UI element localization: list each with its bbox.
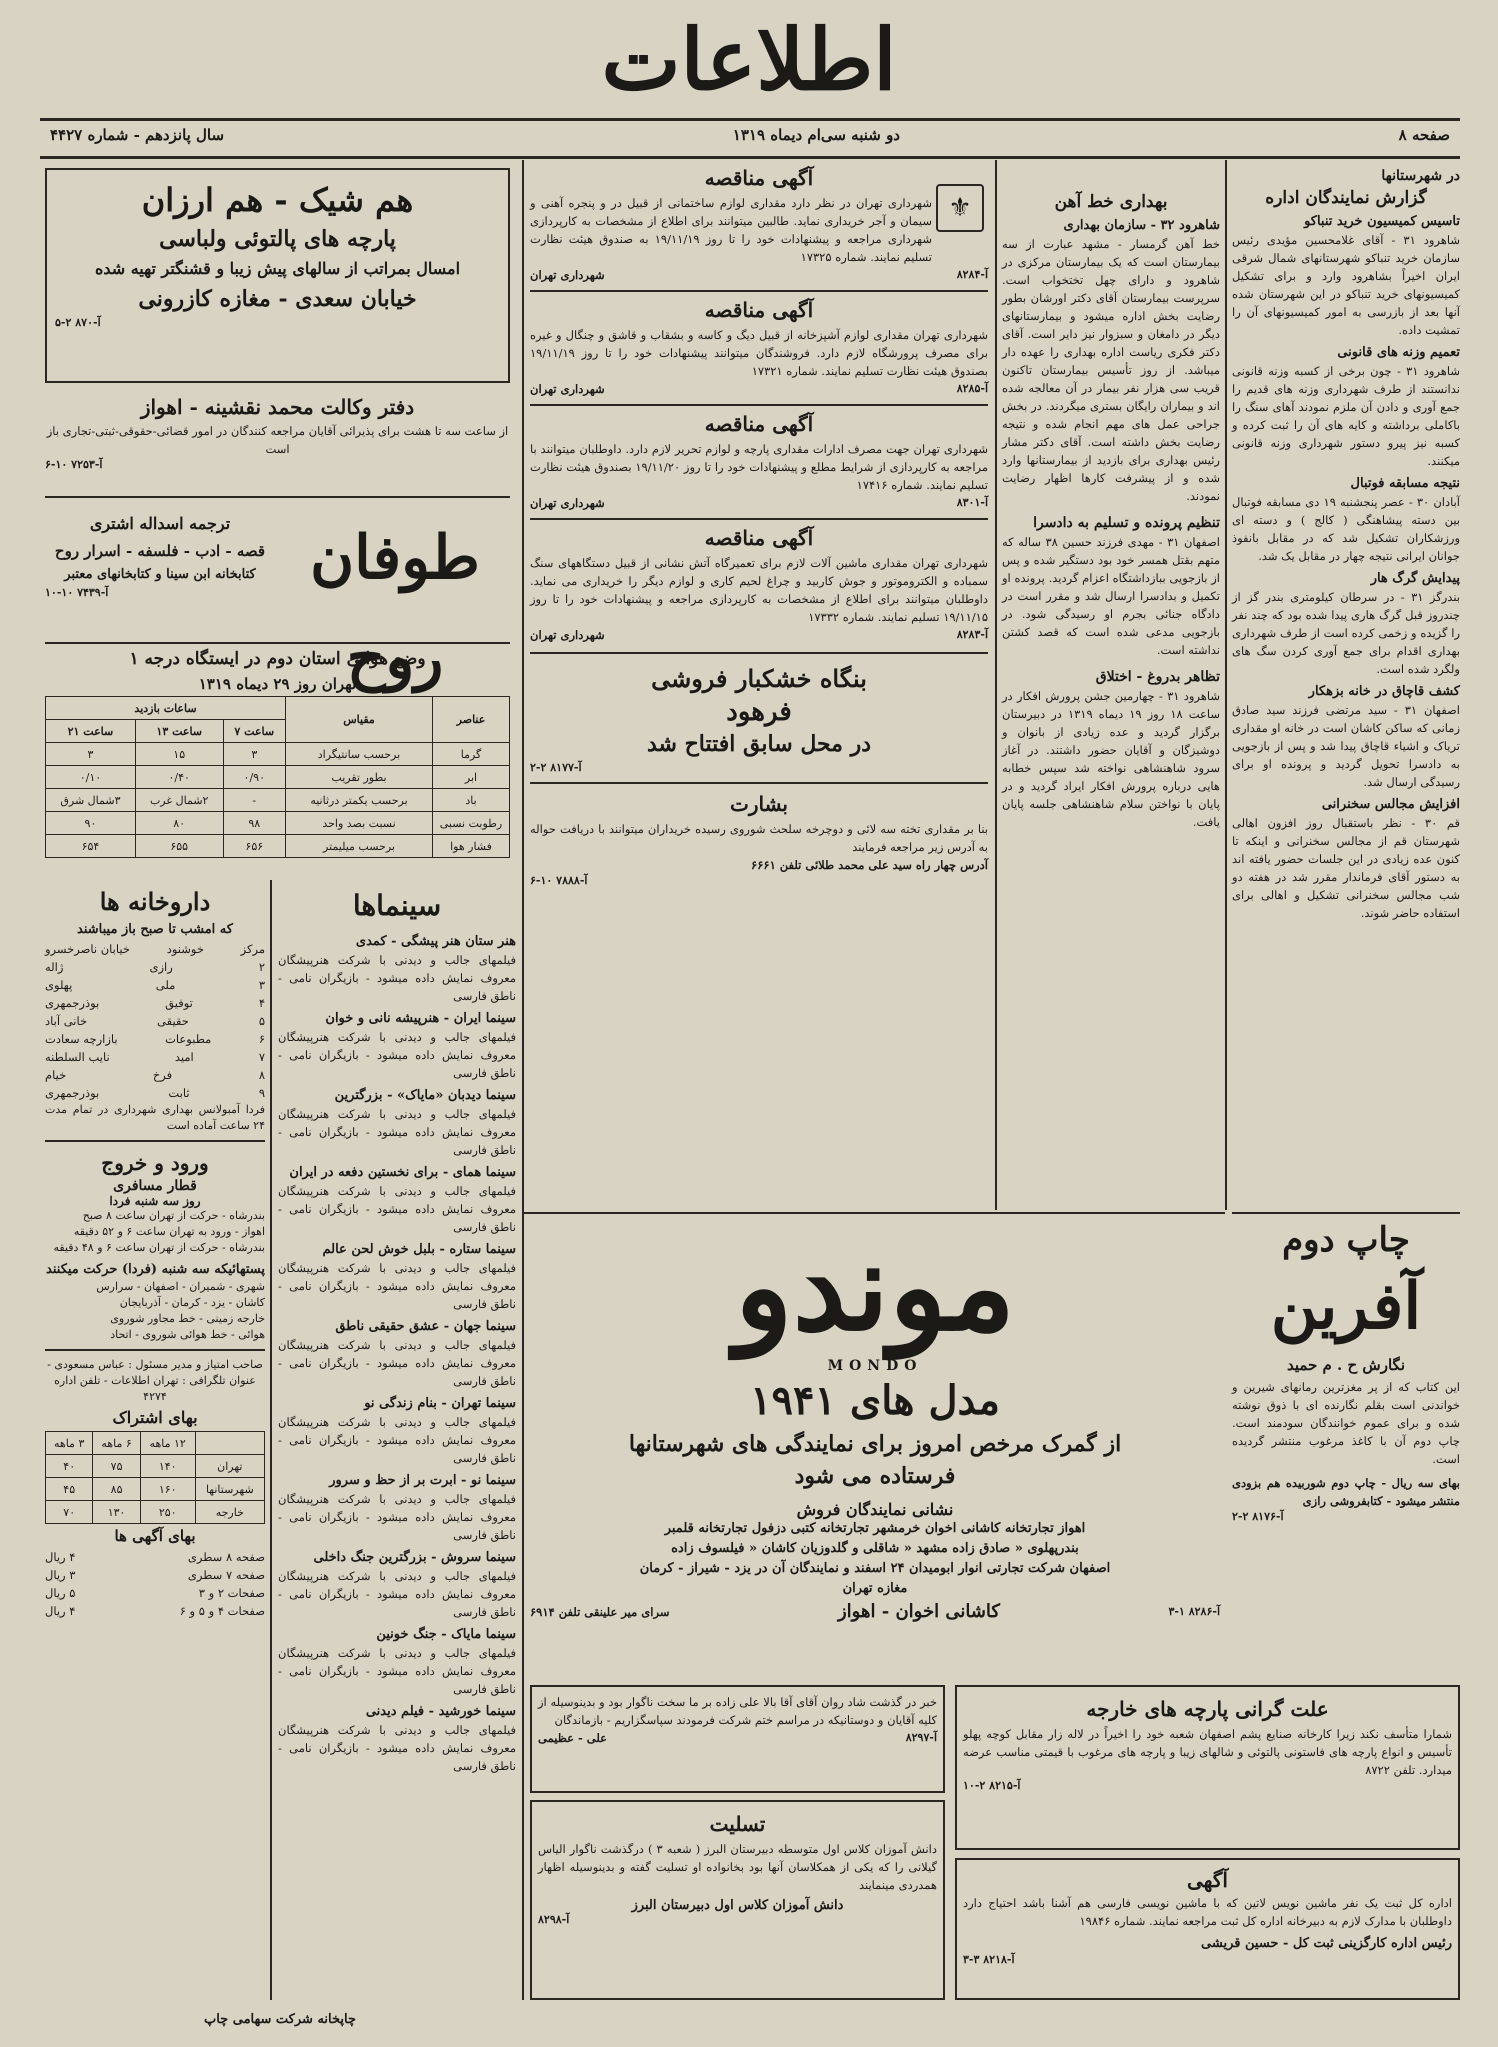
cinema-item: سینما نو - ابرت بر از حظ و سرور xyxy=(329,1473,516,1488)
divider xyxy=(45,1349,265,1351)
cinema-item: سینما ایران - هنرپیشه نانی و خوان xyxy=(325,1011,516,1026)
table-row xyxy=(46,766,510,789)
table-row xyxy=(46,812,510,835)
divider xyxy=(45,1140,265,1142)
list-item xyxy=(45,940,265,958)
tender-sign: شهرداری تهران xyxy=(530,628,605,642)
ad-addr-title: نشانی نمایندگان فروش xyxy=(796,1500,954,1519)
cinema-item: سینما دیدبان «مایاک» - بزرگترین xyxy=(334,1088,516,1103)
weather-header: ساعات بازدید xyxy=(46,697,286,720)
news-text: شاهرود ۳۱ - چون برخی از کسبه وزنه قانونی ندانستند از طرف شهرداری وزنه های قدیم را جمع آوری و دادن آن ملزم نمودند آهای سنگ را باکاملی برداشته و کایه های آن را ثبت کرده و کسبه نیز پیرو دستور شهرداری وزنه قانونی میکنند. xyxy=(1232,364,1460,468)
divider xyxy=(530,652,988,654)
tender-text: شهرداری تهران جهت مصرف ادارات مقداری پارچه و لوازم تحریر لازم دارد. داوطلبان میتوانند با مراجعه به کارپردازی از شرایط مطلع و پیشنهادات خود را تا روز ۱۹/۱۱/۲۰ بصندوق هیئت نظارت تسلیم نمایند. شماره ۱۷۴۱۶ xyxy=(530,442,989,492)
cinema-text: فیلمهای جالب و دیدنی با شرکت هنرپیشگان معروف نمایش داده میشود - بازیگران نامی - ناطق فارسی xyxy=(278,1107,516,1157)
district: ۶ xyxy=(258,1032,265,1046)
divider xyxy=(530,782,988,784)
news-text: آبادان ۳۰ - عصر پنجشنبه ۱۹ دی مسابقه فوتبال بین دسته پیشاهنگی ( کالج ) و دسته ای ورزشکاران تشکیل شد که در مقابل بانفوذ جوانان ایرانی نتیجه چهار در مقابل یک شد. xyxy=(1232,495,1460,563)
cell: ابر xyxy=(433,766,510,789)
ad-brand-latin: MONDO xyxy=(827,1358,923,1374)
condolence-box xyxy=(530,1800,945,2000)
good-news-ref: آ-۷۸۸۸ ۱۰-۶ xyxy=(530,874,588,887)
ad-line: خیابان سعدی - مغازه کازرونی xyxy=(138,286,417,312)
ad-ref: آ-۸۷۰ ۲-۵ xyxy=(55,316,101,329)
cell: ۰/۹۰ xyxy=(223,766,285,789)
notice-title: آگهی xyxy=(1187,1868,1228,1892)
district: ۴ xyxy=(258,996,265,1010)
cell: رطوبت نسبی xyxy=(433,812,510,835)
subscription-title: بهای اشتراک xyxy=(112,1408,198,1427)
cinema-item: هنر ستان هنر پیشگی - کمدی xyxy=(355,934,516,949)
ad-rule xyxy=(1232,1212,1460,1214)
thanks-text: خبر در گذشت شاد روان آقای آقا بالا علی زاده بر ما سخت ناگوار بود و بدینوسیله از کلیه آقایان و دوستانیکه در مراسم ختم شرکت فرمودند سپاسگزاریم - بازماندگان xyxy=(538,1695,937,1727)
cell: ۶۵۴ xyxy=(46,835,136,858)
ad-addr-line: اصفهان شرکت تجارتی انوار ابومیدان ۲۴ اسفند و نمایندگان آن در یزد - شیراز - کرمان xyxy=(639,1561,1111,1576)
cell: نسبت بصد واحد xyxy=(286,812,433,835)
district: ۲ xyxy=(258,960,265,974)
article-title: بهداری خط آهن xyxy=(1054,192,1168,212)
book-shop: کتابخانه ابن سینا و کتابخانهای معتبر xyxy=(64,567,256,582)
tender-title: آگهی مناقصه xyxy=(704,166,814,190)
cell: ۲۵۰ xyxy=(140,1501,195,1524)
col-divider xyxy=(522,160,524,2000)
divider xyxy=(530,404,988,406)
list-item xyxy=(45,1048,265,1066)
cell xyxy=(195,1432,264,1455)
cinema-text: فیلمهای جالب و دیدنی با شرکت هنرپیشگان معروف نمایش داده میشود - بازیگران نامی - ناطق فارسی xyxy=(278,1415,516,1465)
section-label: در شهرستانها xyxy=(1381,168,1460,184)
pharmacy-street: خانی آباد xyxy=(45,1014,88,1028)
travel-title: ورود و خروج xyxy=(101,1151,209,1175)
pharmacy-street: بازارچه سعادت xyxy=(45,1032,118,1046)
ad-price: ۵ ریال xyxy=(45,1586,76,1600)
weather-hour: ساعت ۷ xyxy=(223,720,285,743)
list-item xyxy=(45,1012,265,1030)
tender-title: آگهی مناقصه xyxy=(704,526,814,550)
news-heading: نتیجه مسابقه فوتبال xyxy=(1350,476,1460,491)
col-divider xyxy=(1225,160,1227,1210)
pharmacy-name: توفیق xyxy=(165,996,193,1010)
table-row xyxy=(46,743,510,766)
list-item xyxy=(45,976,265,994)
tender-ref: آ-۸۲۸۴ xyxy=(956,268,988,281)
pharmacy-street: خیابان ناصرخسرو xyxy=(45,942,130,956)
cell: برحسب یکمتر درثانیه xyxy=(286,789,433,812)
col-divider xyxy=(270,880,272,2000)
tender-sign: شهرداری تهران xyxy=(530,496,605,510)
weather-title: وضع هوائی استان دوم در ایستگاه درجه ۱ xyxy=(129,649,426,669)
ad-line: از گمرک مرخص امروز برای نمایندگی های شهرستانها xyxy=(628,1431,1122,1457)
travel-subtitle: قطار مسافری xyxy=(113,1178,197,1194)
news-text: اصفهان ۳۱ - سید مرتضی فرزند سید صادق زمانی که ساکن کاشان است در خانه او مقداری تریاک و اشیاء قاچاق پیدا شد و پس از بازجویی به دادسرا تحویل گردید و پرونده او برای رسیدگی ارسال شد. xyxy=(1232,703,1460,789)
article-title: تنظیم پرونده و تسلیم به دادسرا xyxy=(1033,515,1220,531)
thanks-sign: علی - عظیمی xyxy=(538,1731,608,1745)
ad-shop: کاشانی اخوان - اهواز xyxy=(837,1601,1000,1622)
masthead: اطلاعات xyxy=(601,10,897,109)
fabric-shop-ad xyxy=(45,168,510,383)
health-column xyxy=(1002,162,1220,1207)
weather-report xyxy=(45,646,510,881)
pharmacy-name: فرخ xyxy=(152,1068,173,1082)
cinema-text: فیلمهای جالب و دیدنی با شرکت هنرپیشگان معروف نمایش داده میشود - بازیگران نامی - ناطق فارسی xyxy=(278,1492,516,1542)
cell: ۰/۱۰ xyxy=(46,766,136,789)
cell: خارجه xyxy=(195,1501,264,1524)
ad-title: هم شیک - هم ارزان xyxy=(141,181,414,219)
table-row xyxy=(46,1501,265,1524)
office-title: دفتر وکالت محمد نقشینه - اهواز xyxy=(140,395,415,419)
travel-line: اهواز - ورود به تهران ساعت ۶ و ۵۲ دقیقه xyxy=(73,1225,265,1238)
tender-text: شهرداری تهران مقداری لوازم آشپزخانه از قبیل دیگ و کاسه و بشقاب و قاشق و چنگال و غیره برای مصرف پرورشگاه لازم دارد. فروشندگان میتوانند پیشنهادات خود را تا روز ۱۹/۱۱/۱۹ بصندوق هیئت نظارت تسلیم نمایند. شماره ۱۷۳۲۱ xyxy=(530,328,988,378)
pharmacy-name: رازی xyxy=(149,960,173,974)
pharmacy-street: بوذرجمهری xyxy=(45,996,100,1010)
cell: ۹۸ xyxy=(223,812,285,835)
dateline xyxy=(40,126,1460,152)
district: ۹ xyxy=(258,1086,265,1100)
ad-brand: موندو xyxy=(734,1217,1016,1358)
tender-ref: آ-۸۲۸۵ xyxy=(956,382,988,395)
cinema-text: فیلمهای جالب و دیدنی با شرکت هنرپیشگان معروف نمایش داده میشود - بازیگران نامی - ناطق فارسی xyxy=(278,1261,516,1311)
ad-shop-address: سرای میر علینقی تلفن ۶۹۱۴ xyxy=(530,1605,670,1619)
cell: ۱۵ xyxy=(135,743,223,766)
cell: ۴۵ xyxy=(46,1478,93,1501)
news-heading: کشف قاچاق در خانه بزهکار xyxy=(1308,684,1460,699)
cell: ۶۵۶ xyxy=(223,835,285,858)
ad-type: صفحات ۴ و ۵ و ۶ xyxy=(179,1604,265,1618)
pharmacy-street: بوذرجمهری xyxy=(45,1086,100,1100)
ad-line: امسال بمراتب از سالهای پیش زیبا و قشنگتر تهیه شده xyxy=(94,259,461,278)
cell: ۲شمال غرب xyxy=(135,789,223,812)
weather-table xyxy=(45,696,510,858)
table-row xyxy=(46,835,510,858)
pharmacy-name: امید xyxy=(174,1050,194,1064)
ad-price: بهای سه ریال - چاپ دوم شوربیده هم بزودی منتشر میشود - کتابفروشی رازی xyxy=(1232,1476,1460,1508)
cell: تهران xyxy=(195,1455,264,1478)
ad-text: این کتاب که از پر مغزترین رمانهای شیرین و خواندنی است بقلم نگارنده ای با ذوق نوشته شده و برای عموم خوانندگان سودمند است. چاپ دوم آن با کاغذ مرغوب منتشر گردیده است. xyxy=(1232,1380,1460,1466)
pharmacy-street: نایب السلطنه xyxy=(45,1050,110,1064)
shop-ad-text: در محل سابق افتتاح شد xyxy=(646,731,872,757)
list-item xyxy=(45,1548,265,1566)
page-number: صفحه ۸ xyxy=(1398,126,1450,144)
office-ref: آ-۷۲۵۳ ۱۰-۶ xyxy=(45,458,103,471)
tenders-column xyxy=(530,162,988,1202)
tender-title: آگهی مناقصه xyxy=(704,298,814,322)
ad-addr-line: اهواز تجارتخانه کاشانی اخوان خرمشهر تجارتخانه کتبی دزفول تجارتخانه قلمبر xyxy=(664,1521,1086,1536)
weather-hour: ساعت ۲۱ xyxy=(46,720,136,743)
district: ۵ xyxy=(258,1014,265,1028)
ad-type: صفحه ۸ سطری xyxy=(187,1550,265,1564)
cinema-item: سینما تهران - بنام زندگی نو xyxy=(364,1396,516,1411)
pharmacy-name: حقیقی xyxy=(157,1014,189,1028)
cell: فشار هوا xyxy=(433,835,510,858)
divider xyxy=(45,642,510,644)
thanks-ref: آ-۸۲۹۷ xyxy=(905,1731,937,1744)
ad-line: پارچه های پالتوئی ولباسی xyxy=(159,226,396,252)
article-body: خط آهن گرمسار - مشهد عبارت از سه بیمارستان است که یک بیمارستان مرکزی در شاهرود و دارای چهل تختخواب است. سرپرست بیمارستان آقای دکتر اورشان بطور رضایت بخش اداره میشود و بیمارستانهای دیگر در دامغان و سبزوار نیز دایر است. آقای دکتر فکری ریاست اداره بهداری را عهده دار میباشد. از روز تأسیس بیمارستان تاکنون قریب سی هزار نفر بیمار در آن معالجه شده اند و بیماران رایگان بستری میگردند. در بخش جراحی عمل های مهم انجام شده و نتیجه رضایت بخش داشته است. آقای دکتر مشار رئیس بهداری برای بازدید از بیمارستانها وارد شده و از پیشرفت کارها اظهار رضایت نمودند. xyxy=(1002,237,1220,503)
cinema-text: فیلمهای جالب و دیدنی با شرکت هنرپیشگان معروف نمایش داده میشود - بازیگران نامی - ناطق فارسی xyxy=(278,1338,516,1388)
cell: ۸۵ xyxy=(93,1478,140,1501)
thanks-box xyxy=(530,1685,945,1793)
cinema-item: سینما خورشید - فیلم دیدنی xyxy=(365,1704,516,1719)
cell: ۳ xyxy=(46,743,136,766)
news-heading: پیدایش گرگ هار xyxy=(1370,571,1460,586)
cinema-text: فیلمهای جالب و دیدنی با شرکت هنرپیشگان معروف نمایش داده میشود - بازیگران نامی - ناطق فارسی xyxy=(278,1723,516,1773)
travel-line: بندرشاه - حرکت از تهران ساعت ۸ صبح xyxy=(82,1209,265,1222)
ad-addr-line: بندرپهلوی « صادق زاده مشهد « شاقلی و گلدوزیان کاشان « فیلسوف زاده xyxy=(671,1541,1079,1556)
good-news-address: آدرس چهار راه سید علی محمد طلائی تلفن ۶۶۶۱ xyxy=(751,858,988,872)
ad-book-title: آفرین xyxy=(1270,1269,1422,1344)
ad-edition: چاپ دوم xyxy=(1282,1220,1410,1260)
tender-title: آگهی مناقصه xyxy=(704,412,814,436)
tender-text: شهرداری تهران مقداری ماشین آلات لازم برای تعمیرگاه آتش نشانی از قبیل دستگاههای سنگ سمباده و الکتروموتور و جوش کاربید و چراغ لحیم کاری و لوازم دیگر را خریداری می نماید. داوطلبان میتوانند برای اطلاع از مشخصات به کارپردازی مراجعه و پیشنهادات خود را تا روز ۱۹/۱۱/۱۵ تسلیم نمایند. شماره ۱۷۳۳۲ xyxy=(530,556,988,624)
cell: بطور تقریب xyxy=(286,766,433,789)
cell: ۶۵۵ xyxy=(135,835,223,858)
shop-ad-title: بنگاه خشکبار فروشی xyxy=(651,664,867,693)
news-text: بندرگز ۳۱ - در سرطان کیلومتری بندر گز از چندروز قبل گرگ هاری پیدا شده بود که چند نفر را گزیده و زخمی کرده است از طرف شهرداری بهداری اقدام برای جمع آوری کردن سگ های ولگرد شده است. xyxy=(1232,590,1460,676)
cinema-item: سینما سروش - بزرگترین جنگ داخلی xyxy=(313,1550,516,1565)
district: ۸ xyxy=(258,1068,265,1082)
book-translator: ترجمه اسداله اشتری xyxy=(89,514,231,533)
table-row xyxy=(46,1455,265,1478)
news-text: قم ۳۰ - نظر باستقبال روز افزون اهالی شهرستان قم از مجالس سخنرانی و اینکه تا کنون عده زیادی در این جلسات حضور یافته اند به دستور آقای فرماندار مقرر شد در هفته دو شب مجالس سخنرانی تشکیل و اهالی برای استفاده حاضر شوند. xyxy=(1232,816,1460,920)
cell: ۰/۴۰ xyxy=(135,766,223,789)
ad-price: ۴ ریال xyxy=(45,1604,76,1618)
table-row xyxy=(46,1478,265,1501)
divider xyxy=(530,290,988,292)
condolence-title: تسلیت xyxy=(709,1812,766,1836)
cinema-item: سینما همای - برای نخستین دفعه در ایران xyxy=(289,1165,516,1180)
shop-ad-ref: آ-۸۱۷۷ ۲-۲ xyxy=(530,761,582,774)
travel-subtitle: روز سه شنبه فردا xyxy=(109,1194,201,1208)
ad-ref: آ-۸۱۷۶ ۲-۲ xyxy=(1232,1510,1284,1523)
cell: ۶ ماهه xyxy=(93,1432,140,1455)
pharmacy-note: فردا آمبولانس بهداری شهرداری در تمام مدت ۲۴ ساعت آماده است xyxy=(45,1103,265,1132)
pharmacy-street: پهلوی xyxy=(45,978,73,992)
weather-date: تهران روز ۲۹ دیماه ۱۳۱۹ xyxy=(198,675,357,693)
fabric-text: شمارا متأسف نکند زیرا کارخانه صنایع پشم اصفهان شعبه خود را اخیراً در لاله زار مقابل کوچه پهلو تأسیس و انواع پارچه های فاستونی پالتوئی و شالهای زیبا و پارچه های مرغوب با قیمتی مناسب عرضه میدارد. تلفن ۸۷۲۲ xyxy=(963,1727,1452,1777)
list-item xyxy=(45,1066,265,1084)
cell: برحسب میلیمتر xyxy=(286,835,433,858)
article-body: اصفهان ۳۱ - مهدی فرزند حسین ۳۸ ساله که متهم بقتل همسر خود بود دستگیر شده و پس از بازجویی ببازداشتگاه اعزام گردید. پرونده او تکمیل و بدادسرا ارسال شد و مقرر است در دادگاه جنائی بجرم او رسیدگی شود. در بازجویی مدعی شده است که قصد کشتن نداشته است. xyxy=(1002,535,1221,657)
list-item xyxy=(45,1584,265,1602)
ad-line: فرستاده می شود xyxy=(794,1463,956,1489)
cinema-text: فیلمهای جالب و دیدنی با شرکت هنرپیشگان معروف نمایش داده میشود - بازیگران نامی - ناطق فارسی xyxy=(278,1646,516,1696)
ad-price: ۳ ریال xyxy=(45,1568,76,1582)
pharmacy-subtitle: که امشب تا صبح باز میباشند xyxy=(77,922,233,937)
column-title: گزارش نمایندگان اداره xyxy=(1265,188,1427,208)
post-line: شهری - شمیران - اصفهان - سرارس xyxy=(96,1280,265,1293)
list-item xyxy=(45,1602,265,1620)
weather-hour: ساعت ۱۳ xyxy=(135,720,223,743)
ad-rule xyxy=(522,1212,1225,1214)
col-divider xyxy=(995,160,997,1210)
cell: ۱۴۰ xyxy=(140,1455,195,1478)
book-title: طوفان روح xyxy=(310,523,480,693)
printer-line: چاپخانه شرکت سهامی چاپ xyxy=(203,2012,357,2027)
issue-number: سال پانزدهم - شماره ۴۴۲۷ xyxy=(50,126,225,144)
book-subjects: قصه - ادب - فلسفه - اسرار روح xyxy=(54,542,266,560)
issue-date: دو شنبه سی‌ام دیماه ۱۳۱۹ xyxy=(732,126,900,144)
tender-text: شهرداری تهران در نظر دارد مقداری لوازم ساختمانی از قبیل در و پنجره آهنی و سیمان و آجر خریداری نماید. طالبین میتوانند برای اطلاع از مشخصات به کارپردازی شهرداری مراجعه و پیشنهادات خود را تا روز ۱۹/۱۱/۱۹ به صندوق هیئت نظارت تسلیم نمایند. شماره ۱۷۳۲۵ xyxy=(530,196,932,264)
table-row xyxy=(46,1432,265,1455)
cinema-title: سینماها xyxy=(352,889,442,922)
cell: ۱۲ ماهه xyxy=(140,1432,195,1455)
cinema-item: سینما جهان - عشق حقیقی ناطق xyxy=(335,1319,516,1334)
fabric-ref: آ-۸۲۱۵ ۲-۱۰ xyxy=(963,1779,1021,1792)
ad-addr-line: مغازه تهران xyxy=(842,1581,908,1596)
post-title: پستهائیکه سه شنبه (فردا) حرکت میکنند xyxy=(46,1262,265,1277)
pharmacy-name: ثابت xyxy=(168,1086,190,1100)
cell: ۱۳۰ xyxy=(93,1501,140,1524)
divider xyxy=(530,518,988,520)
book-ad-afarin xyxy=(1232,1218,1460,1578)
cinema-text: فیلمهای جالب و دیدنی با شرکت هنرپیشگان معروف نمایش داده میشود - بازیگران نامی - ناطق فارسی xyxy=(278,953,516,1003)
cell: ۳شمال شرق xyxy=(46,789,136,812)
article-body: شاهرود ۳۱ - چهارمین جشن پرورش افکار در ساعت ۱۸ روز ۱۹ دیماه ۱۳۱۹ در دبیرستان برگزار گردید و عده زیادی از بانوان و دوشیزگان و آقایان حضور داشتند. در آغاز سرود شاهنشاهی نواخته شد سپس خطابه هایی درباره پرورش افکار ایراد گردید و در پایان با نواختن سلام شاهنشاهی جلسه پایان یافت. xyxy=(1002,689,1220,829)
article-title: تظاهر بدروغ - اختلاق xyxy=(1095,669,1220,685)
post-line: کاشان - یزد - کرمان - آذربایجان xyxy=(119,1296,265,1309)
cell: ۸۰ xyxy=(135,812,223,835)
cell: ۷۰ xyxy=(46,1501,93,1524)
district: ۳ xyxy=(258,978,265,992)
office-text: از ساعت سه تا هشت برای پذیرائی آقایان مراجعه کنندگان در امور قضائی-حقوقی-ثبتی-تجاری باز است xyxy=(46,424,509,456)
pharmacy-name: ملی xyxy=(155,978,176,992)
ad-ref: آ-۸۲۸۶ ۱-۳ xyxy=(1168,1605,1220,1618)
post-line: هوائی - خط هوائی شوروی - اتحاد xyxy=(110,1328,265,1341)
cell: گرما xyxy=(433,743,510,766)
pharmacy-name: مطبوعات xyxy=(165,1032,212,1046)
table-row xyxy=(46,789,510,812)
list-item xyxy=(45,1084,265,1102)
ad-model: مدل های ۱۹۴۱ xyxy=(750,1377,1000,1424)
notice-text: اداره کل ثبت یک نفر ماشین نویس لاتین که با ماشین نویسی فارسی هم آشنا باشد احتیاج دارد داوطلبان با مدارک لازم به دبیرخانه اداره کل ثبت مراجعه نمایند. شماره ۱۹۸۴۶ xyxy=(963,1896,1452,1928)
article-dateline: شاهرود ۳۲ - سازمان بهداری xyxy=(1063,218,1220,233)
masthead-rule xyxy=(40,118,1460,121)
cell: ۱۶۰ xyxy=(140,1478,195,1501)
law-office-ad xyxy=(45,392,510,492)
cell: ۳ ماهه xyxy=(46,1432,93,1455)
ad-author: نگارش ح . م حمید xyxy=(1286,1356,1405,1374)
cinema-item: سینما ستاره - بلبل خوش لحن عالم xyxy=(322,1242,516,1257)
municipality-seal-icon: ⚜ xyxy=(936,184,984,232)
list-item xyxy=(45,958,265,976)
good-news-title: بشارت xyxy=(730,792,788,816)
notice-sign: رئیس اداره کارگزینی ثبت کل - حسین قریشی xyxy=(1201,1936,1452,1951)
cell: - xyxy=(223,789,285,812)
news-heading: افزایش مجالس سخنرانی xyxy=(1321,797,1460,812)
ad-price-title: بهای آگهی ها xyxy=(114,1527,196,1545)
tender-ref: آ-۸۳۰۱ xyxy=(956,496,988,509)
district: ۷ xyxy=(258,1050,265,1064)
condolence-ref: آ-۸۲۹۸ xyxy=(538,1913,570,1926)
news-heading: تعمیم وزنه های قانونی xyxy=(1337,345,1460,360)
list-item xyxy=(45,1566,265,1584)
imprint: صاحب امتیاز و مدیر مسئول : عباس مسعودی - عنوان تلگرافی : تهران اطلاعات - تلفن اداره ۴۲۷۴ xyxy=(47,1358,263,1403)
fabric-ad-box xyxy=(955,1685,1460,1850)
dateline-rule xyxy=(40,156,1460,159)
tender-sign: شهرداری تهران xyxy=(530,382,605,396)
ad-price: ۴ ریال xyxy=(45,1550,76,1564)
mondo-ad xyxy=(530,1218,1220,1678)
cell: ۹۰ xyxy=(46,812,136,835)
notice-ref: آ-۸۲۱۸ ۳-۳ xyxy=(963,1953,1015,1966)
subscription-table xyxy=(45,1431,265,1524)
condolence-text: دانش آموزان کلاس اول متوسطه دبیرستان البرز ( شعبه ۳ ) درگذشت ناگوار الیاس گیلانی را که یکی از همکلاسان آنها بود بخانواده او تسلیت گفته و بدینوسیله اظهار همدردی مینمایند xyxy=(538,1842,937,1892)
good-news-text: بنا بر مقداری تخته سه لائی و دوچرخه سلحث شوروی رسیده خریداران میتوانند با دریافت حواله به آدرس زیر مراجعه فرمایند xyxy=(530,822,988,854)
shop-ad-name: فرهود xyxy=(726,697,792,727)
travel-line: بندرشاه - حرکت از تهران ساعت ۶ و ۴۸ دقیقه xyxy=(53,1241,265,1254)
news-text: شاهرود ۳۱ - آقای غلامحسین مؤیدی رئیس سازمان خرید تنباکو شهرستانهای شمال شرقی ایران اخیراً بشاهرود وارد و برای تشکیل کمیسیونهای خرید تنباکو در این شهرستان شده آنها بعد از بازرسی به امور کمیسیونهای آن را تمشیت داده. xyxy=(1232,233,1460,337)
tender-sign: شهرداری تهران xyxy=(530,268,605,282)
book-ref: آ-۷۴۳۹ ۱۰-۱۰ xyxy=(45,586,109,599)
cinema-item: سینما مایاک - جنگ خونین xyxy=(376,1627,516,1642)
weather-header: مقیاس xyxy=(286,697,433,743)
ad-type: صفحه ۷ سطری xyxy=(187,1568,265,1582)
cell: ۳ xyxy=(223,743,285,766)
cell: ۷۵ xyxy=(93,1455,140,1478)
post-line: خارجه زمینی - خط مجاور شوروی xyxy=(110,1312,265,1325)
provinces-column xyxy=(1232,162,1460,1202)
list-item xyxy=(45,994,265,1012)
cell: برحسب سانتیگراد xyxy=(286,743,433,766)
cinema-text: فیلمهای جالب و دیدنی با شرکت هنرپیشگان معروف نمایش داده میشود - بازیگران نامی - ناطق فارسی xyxy=(278,1030,516,1080)
weather-header: عناصر xyxy=(433,697,510,743)
divider xyxy=(45,496,510,498)
cell: باد xyxy=(433,789,510,812)
pharmacy-street: ژاله xyxy=(45,960,64,974)
cinema-text: فیلمهای جالب و دیدنی با شرکت هنرپیشگان معروف نمایش داده میشود - بازیگران نامی - ناطق فارسی xyxy=(278,1184,516,1234)
pharmacy-title: داروخانه ها xyxy=(99,887,211,916)
pharmacy-name: خوشنود xyxy=(166,942,204,956)
condolence-sign: دانش آموزان کلاس اول دبیرستان البرز xyxy=(631,1898,844,1913)
ad-type: صفحات ۲ و ۳ xyxy=(198,1586,265,1600)
services-column xyxy=(45,884,265,1999)
tender-ref: آ-۸۲۸۳ xyxy=(956,628,988,641)
cell: ۴۰ xyxy=(46,1455,93,1478)
fabric-title: علت گرانی پارچه های خارجه xyxy=(1086,1697,1329,1721)
cinema-text: فیلمهای جالب و دیدنی با شرکت هنرپیشگان معروف نمایش داده میشود - بازیگران نامی - ناطق فارسی xyxy=(278,1569,516,1619)
list-item xyxy=(45,1030,265,1048)
pharmacy-street: خیام xyxy=(45,1068,67,1082)
notice-box xyxy=(955,1858,1460,2000)
cinemas-column xyxy=(278,884,516,1994)
cell: شهرستانها xyxy=(195,1478,264,1501)
news-heading: تاسیس کمیسیون خرید تنباکو xyxy=(1304,214,1460,229)
district: مرکز xyxy=(240,942,265,956)
